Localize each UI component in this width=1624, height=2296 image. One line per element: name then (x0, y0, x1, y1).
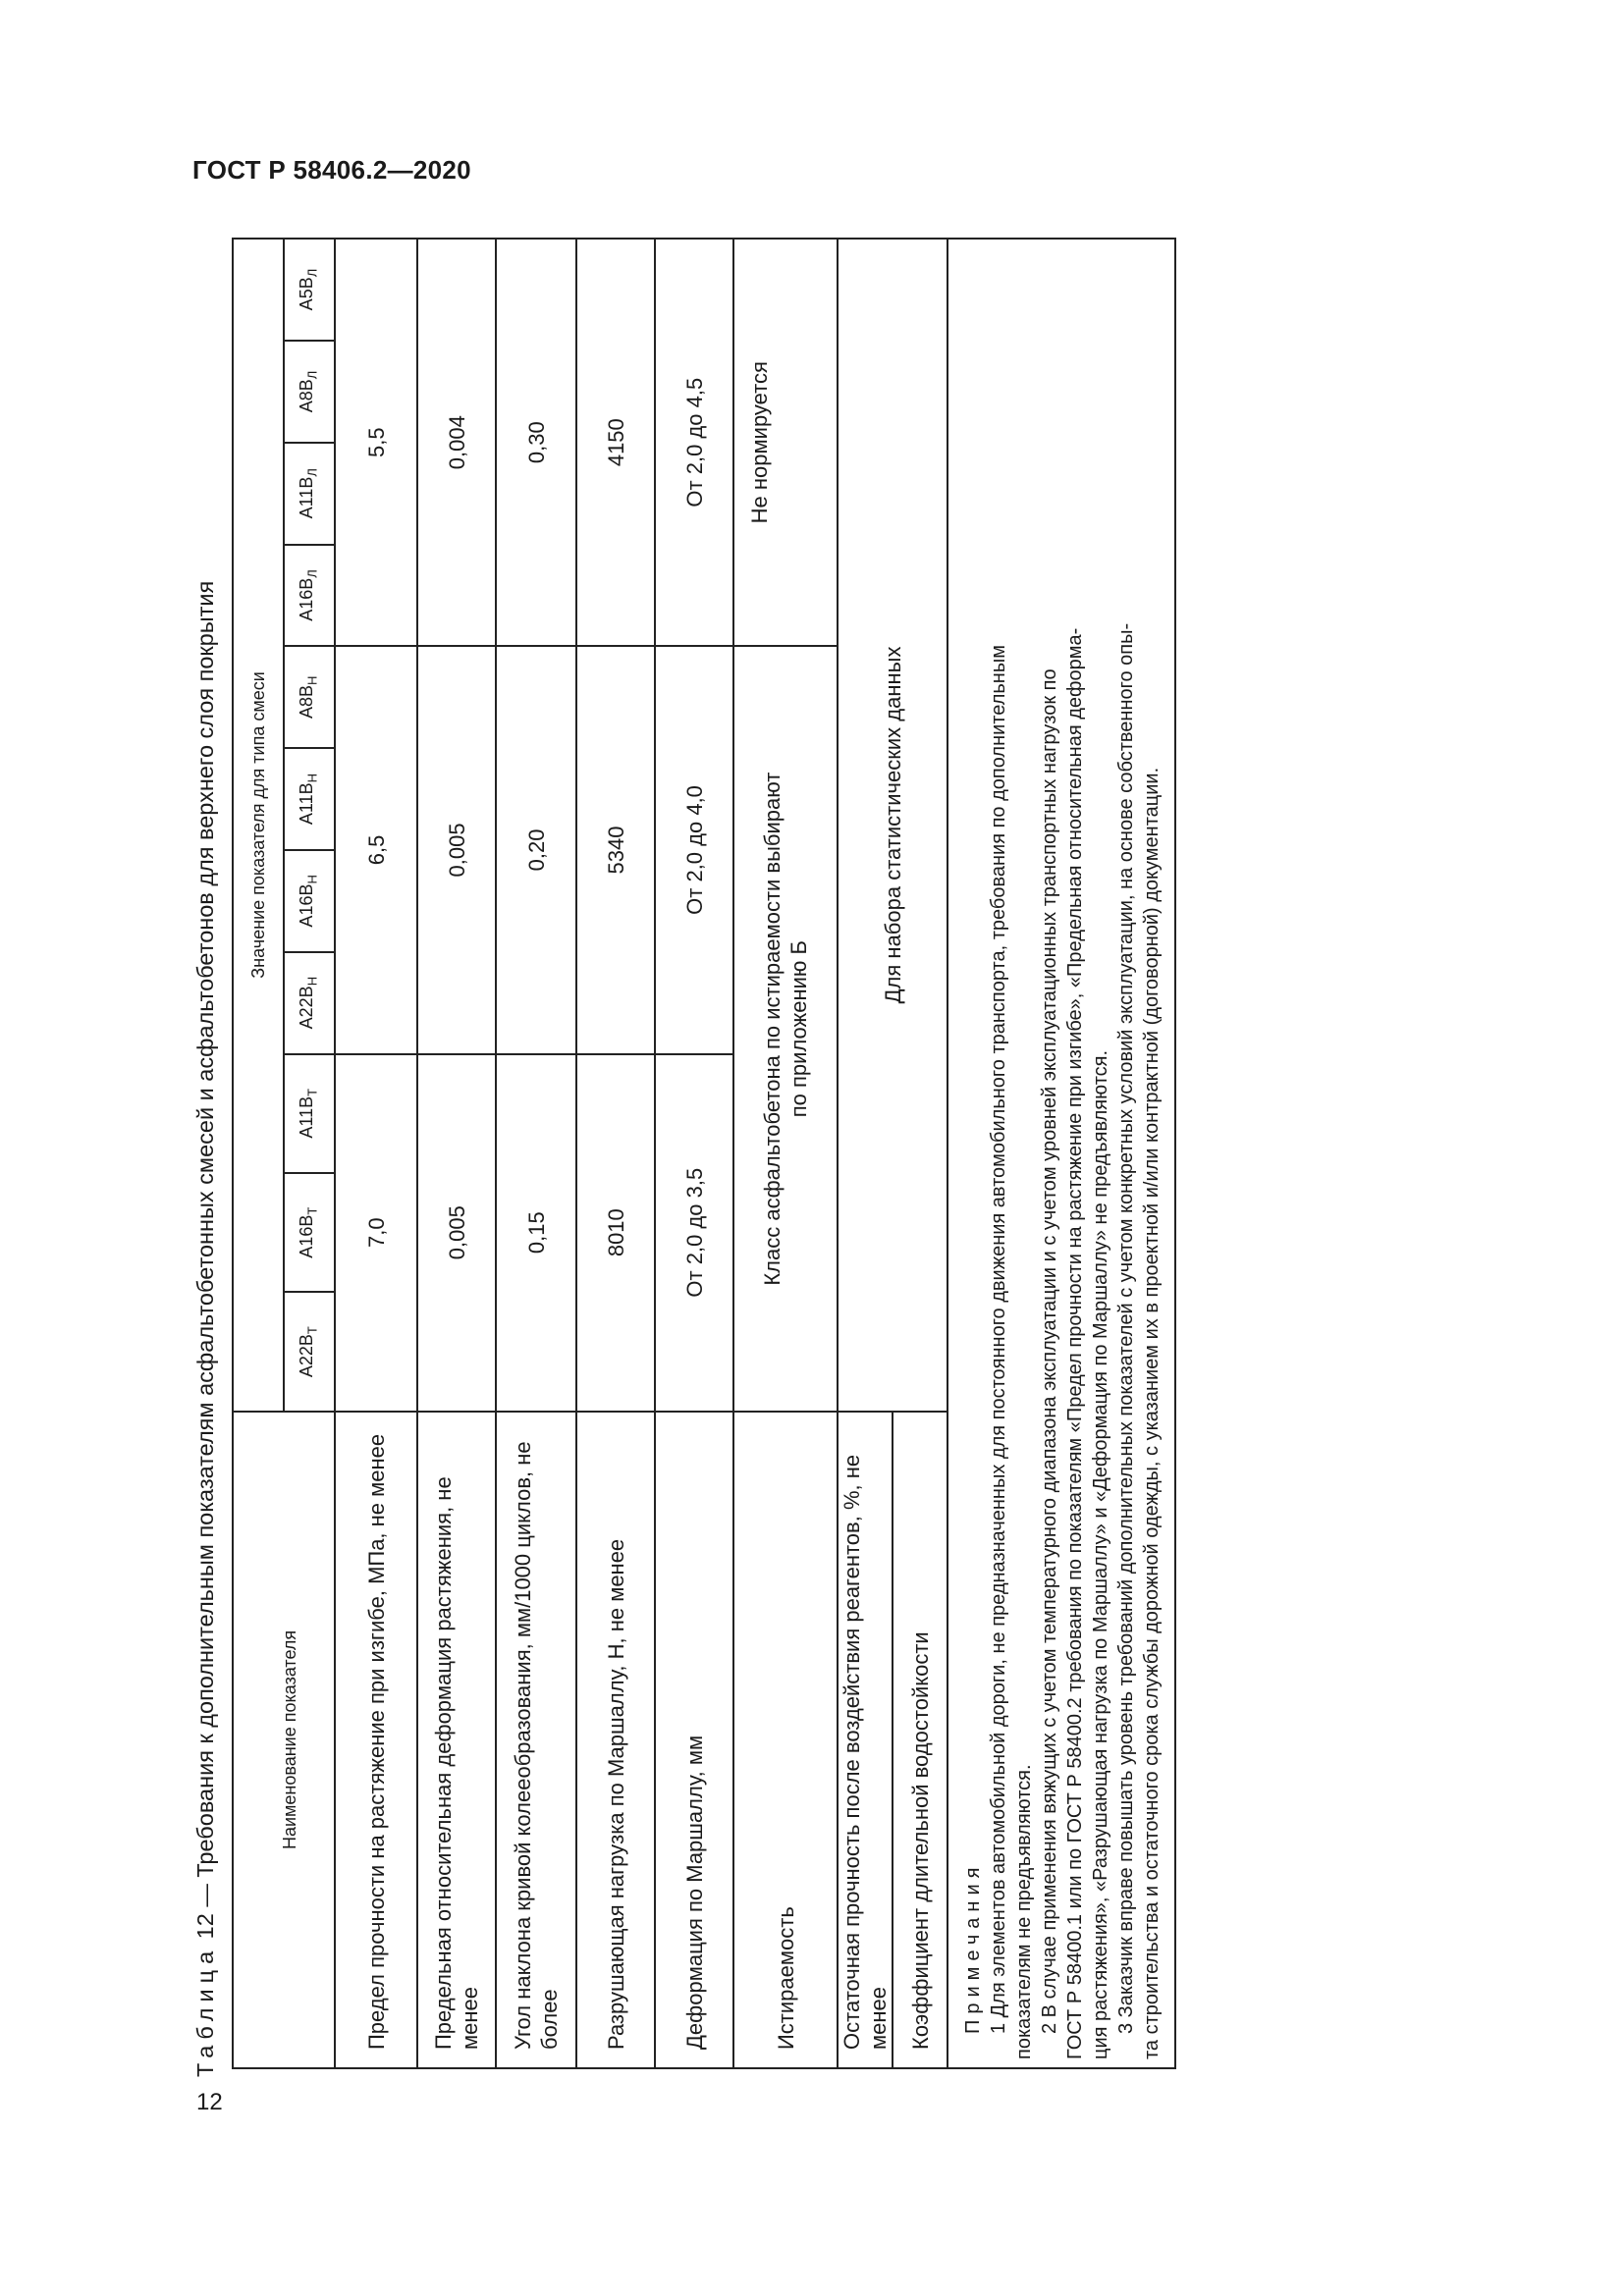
mix-type-a16vl: $А16В_Л$ (284, 545, 335, 647)
mix-type-a8vl: $А8В_Л$ (284, 341, 335, 443)
mix-type-a11vt: $А11В_Т$ (284, 1054, 335, 1173)
row-name-tensile-strain: Предельная относительная деформация растяжения, не менее (417, 1412, 496, 2068)
value-t: 8010 (576, 1054, 655, 1412)
mix-type-a5vl: $А5В_Л$ (284, 239, 335, 341)
value-merged-statistics: Для набора статистических данных (838, 239, 947, 1412)
mix-type-a22vn: $А22В_Н$ (284, 952, 335, 1054)
mix-type-a16vn: $А16В_Н$ (284, 850, 335, 952)
note-line: 2 В случае применения вяжущих с учетом температурного диапазона эксплуатации и с учетом уровней эксплуатационных транспортных нагрузок по (1039, 668, 1060, 2034)
row-name-marshall-load: Разрушающая нагрузка по Маршаллу, Н, не менее (576, 1412, 655, 2068)
table-caption (192, 232, 218, 2077)
note-line: 3 Заказчик вправе повышать уровень требований дополнительных показателей с учетом конкретных условий эксплуатации, на основе собственного опы- (1115, 622, 1137, 2034)
mix-type-a11vl: $А11В_Л$ (284, 443, 335, 545)
mix-type-a22vt: $А22В_Т$ (284, 1292, 335, 1411)
value-n: 5340 (576, 646, 655, 1053)
mix-type-a11vn: $А11В_Н$ (284, 748, 335, 850)
value-l: От 2,0 до 4,5 (655, 239, 733, 646)
row-name-water-resistance: Коэффициент длительной водостойкости (893, 1412, 947, 2068)
value-n: 0,20 (496, 646, 576, 1053)
table-row (655, 239, 733, 2068)
col-name-header: Наименование показателя (233, 1412, 335, 2068)
notes-cell (947, 239, 1175, 2068)
row-name-rutting-slope: Угол наклона кривой колееобразования, мм/1000 циклов, не более (496, 1412, 576, 2068)
value-l: Не нормируется (733, 239, 838, 646)
rotated-page-content (192, 236, 1312, 2081)
row-name-abrasion: Истираемость (733, 1412, 838, 2068)
caption-prefix: Таблица (192, 1945, 218, 2077)
page-number: 12 (196, 2089, 223, 2115)
header-row (233, 239, 284, 2068)
note-line: 1 Для элементов автомобильной дороги, не предназначенных для постоянного движения автомобильного транспорта, требования по дополнительным (988, 645, 1009, 2034)
value-t: 7,0 (335, 1054, 417, 1412)
mix-type-a8vn: $А8В_Н$ (284, 646, 335, 748)
table-row (733, 239, 838, 2068)
value-n: 0,005 (417, 646, 496, 1053)
note-line: ция растяжения», «Разрушающая нагрузка по Маршаллу» и «Деформация по Маршаллу» не предъявляются. (1090, 1049, 1111, 2059)
row-name-residual-strength: Остаточная прочность после воздействия реагентов, %, не менее (838, 1412, 893, 2068)
table-row (335, 239, 417, 2068)
abrasion-line-1: Класс асфальтобетона по истираемости выбирают (760, 772, 785, 1286)
value-t: От 2,0 до 3,5 (655, 1054, 733, 1412)
value-t: 0,15 (496, 1054, 576, 1412)
table-row (838, 239, 893, 2068)
value-l: 0,004 (417, 239, 496, 646)
value-n: 6,5 (335, 646, 417, 1053)
row-name-flexural-strength: Предел прочности на растяжение при изгибе, МПа, не менее (335, 1412, 417, 2068)
value-t: 0,005 (417, 1054, 496, 1412)
col-values-header: Значение показателя для типа смеси (233, 239, 284, 1412)
table-row (576, 239, 655, 2068)
caption-title: 12 — Требования к дополнительным показателям асфальтобетонных смесей и асфальтобетонов для верхнего слоя покрытия (192, 580, 218, 1946)
notes-row (947, 239, 1175, 2068)
value-l: 5,5 (335, 239, 417, 646)
document-header: ГОСТ Р 58406.2—2020 (192, 155, 471, 185)
note-line: та строительства и остаточного срока службы дорожной одежды, с указанием их в проектной и/или контрактной (договорной) документации. (1141, 767, 1163, 2059)
value-l: 4150 (576, 239, 655, 646)
note-line: показателям не предъявляются. (1013, 1764, 1035, 2059)
mix-type-a16vt: $А16В_Т$ (284, 1173, 335, 1292)
row-name-marshall-deformation: Деформация по Маршаллу, мм (655, 1412, 733, 2068)
value-l: 0,30 (496, 239, 576, 646)
abrasion-line-2: по приложению Б (786, 940, 811, 1118)
table-row (417, 239, 496, 2068)
value-tn-abrasion (733, 646, 838, 1411)
value-n: От 2,0 до 4,0 (655, 646, 733, 1053)
requirements-table (232, 238, 1176, 2069)
note-line: ГОСТ Р 58400.1 или по ГОСТ Р 58400.2 требования по показателям «Предел прочности на растяжение при изгибе», «Предельная относительная деформа- (1064, 627, 1086, 2059)
notes-heading: Примечания (962, 1861, 984, 2034)
table-row (496, 239, 576, 2068)
